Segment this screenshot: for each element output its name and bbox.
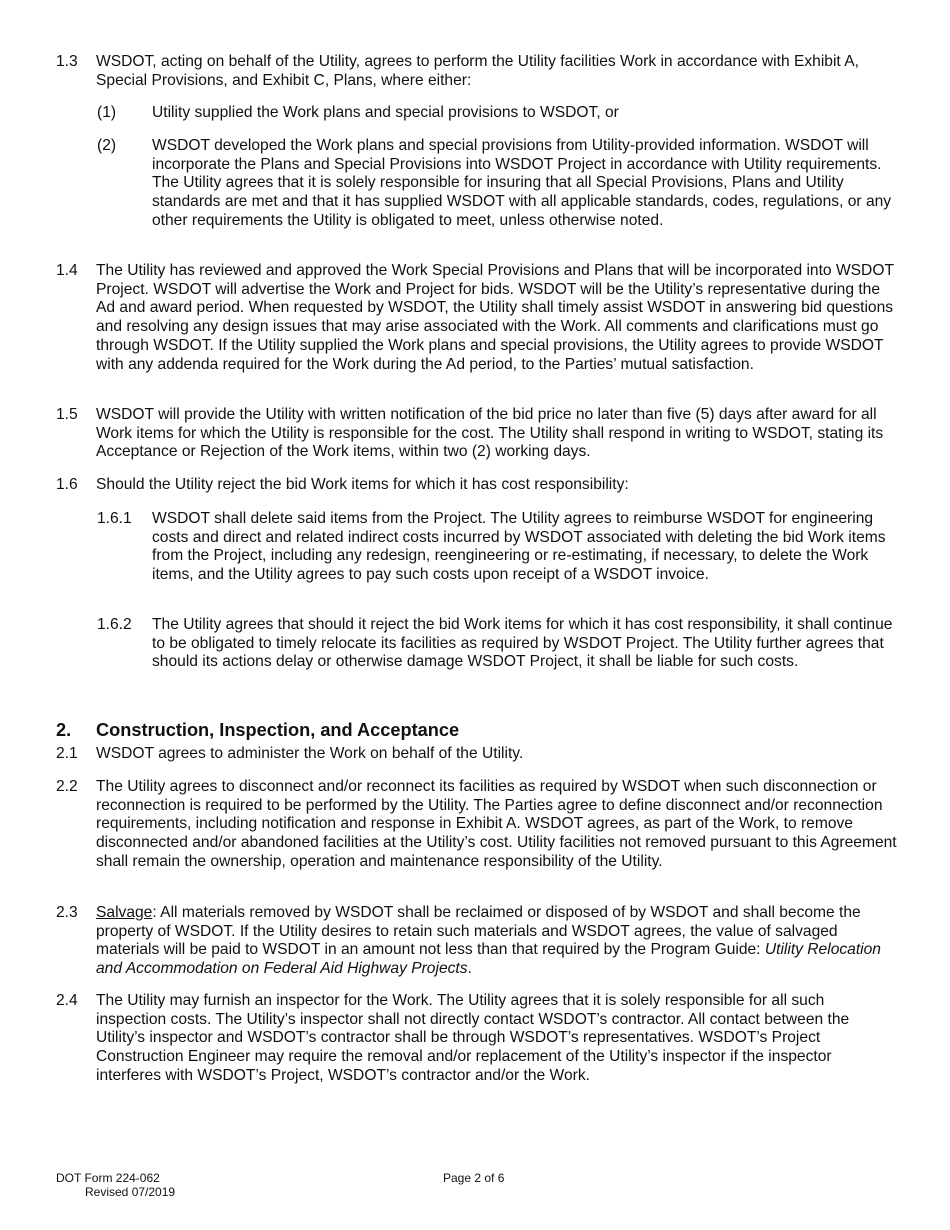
section-number: 1.6	[56, 476, 78, 493]
list-item-number: (1)	[97, 104, 117, 121]
section-number: 1.4	[56, 262, 78, 279]
footer-page-number: Page 2 of 6	[443, 1171, 505, 1185]
section-1-5	[56, 406, 898, 462]
section-text: WSDOT, acting on behalf of the Utility, agrees to perform the Utility facilities Work in accordance with Exhibit A, Special Provisions, and Exhibit C, Plans, where either:	[96, 53, 859, 89]
section-2-4	[56, 992, 898, 1086]
section-number: 2.	[56, 720, 72, 740]
salvage-text: : All materials removed by WSDOT shall be reclaimed or disposed of by WSDOT and shall become the property of WSDOT. If the Utility desires to retain such materials and WSDOT agrees, the value of salvaged materials will be paid to WSDOT in an amount not less than that required by the Program Guide:	[96, 904, 861, 959]
section-1-4	[56, 262, 898, 374]
section-2-1	[56, 745, 898, 764]
section-text	[96, 904, 898, 979]
section-1-3	[56, 53, 898, 90]
section-text: The Utility has reviewed and approved the Work Special Provisions and Plans that will be incorporated into WSDOT Project. WSDOT will advertise the Work and Project for bids. WSDOT will be the Utility’s representative during the Ad and award period. When requested by WSDOT, the Utility shall timely assist WSDOT in answering bid questions and resolving any design issues that may arise associated with the Work. All comments and clarifications must go through WSDOT. If the Utility supplied the Work plans and special provisions, the Utility agrees to provide WSDOT with any addenda required for the Work during the Ad period, to the Parties’ mutual satisfaction.	[96, 262, 894, 373]
salvage-end: .	[467, 960, 472, 978]
footer-revised: Revised 07/2019	[85, 1185, 176, 1199]
section-1-6	[56, 476, 898, 495]
section-title: Construction, Inspection, and Acceptance	[96, 720, 460, 740]
section-number: 1.3	[56, 53, 78, 70]
section-text: Should the Utility reject the bid Work items for which it has cost responsibility:	[96, 476, 629, 493]
subsection-1-6-2	[97, 616, 898, 672]
subsection-number: 1.6.2	[97, 616, 132, 633]
section-2-3	[56, 904, 898, 979]
program-guide-title: Utility Relocation and Accommodation on Federal Aid Highway Projects	[96, 941, 881, 978]
list-item-1	[97, 104, 898, 123]
list-item-text: Utility supplied the Work plans and special provisions to WSDOT, or	[152, 104, 619, 121]
list-item-2	[97, 137, 898, 231]
subsection-text: The Utility agrees that should it reject the bid Work items for which it has cost responsibility, it shall continue to be obligated to timely relocate its facilities as required by WSDOT Project. The Utility further agrees that should its actions delay or otherwise damage WSDOT Project, it shall be liable for such costs.	[152, 616, 893, 671]
section-number: 2.1	[56, 745, 78, 762]
section-2-heading	[56, 720, 459, 741]
subsection-number: 1.6.1	[97, 510, 132, 527]
footer-form-number: DOT Form 224-062	[56, 1171, 160, 1185]
subsection-1-6-1	[97, 510, 898, 585]
section-text: The Utility may furnish an inspector for the Work. The Utility agrees that it is solely responsible for all such inspection costs. The Utility’s inspector shall not directly contact WSDOT’s contractor. All contact between the Utility’s inspector and WSDOT’s contractor shall be through WSDOT’s representatives. WSDOT’s Project Construction Engineer may require the removal and/or replacement of the Utility’s inspector if the inspector interferes with WSDOT’s Project, WSDOT’s contractor and/or the Work.	[96, 992, 850, 1084]
section-number: 1.5	[56, 406, 78, 423]
list-item-number: (2)	[97, 137, 117, 154]
section-number: 2.2	[56, 778, 78, 795]
section-2-2	[56, 778, 898, 872]
section-text: WSDOT will provide the Utility with written notification of the bid price no later than five (5) days after award for all Work items for which the Utility is responsible for the cost. The Utility shall respond in writing to WSDOT, stating its Acceptance or Rejection of the Work items, within two (2) working days.	[96, 406, 884, 461]
section-text: The Utility agrees to disconnect and/or reconnect its facilities as required by WSDOT when such disconnection or reconnection is required to be performed by the Utility. The Parties agree to define disconnect and/or reconnection requirements, including notification and response in Exhibit A. WSDOT agrees, as part of the Work, to remove disconnected and/or abandoned facilities at the Utility’s cost. Utility facilities not removed pursuant to this Agreement shall remain the ownership, operation and maintenance responsibility of the Utility.	[96, 778, 897, 870]
section-number: 2.4	[56, 992, 78, 1009]
section-text: WSDOT agrees to administer the Work on behalf of the Utility.	[96, 745, 524, 762]
list-item-text: WSDOT developed the Work plans and special provisions from Utility-provided information. WSDOT will incorporate the Plans and Special Provisions into WSDOT Project in accordance with Utility requirements. The Utility agrees that it is solely responsible for insuring that all Special Provisions, Plans and Utility standards are met and that it has supplied WSDOT with all applicable standards, codes, regulations, or any other requirements the Utility is obligated to meet, unless otherwise noted.	[152, 137, 892, 229]
subsection-text: WSDOT shall delete said items from the Project. The Utility agrees to reimburse WSDOT for engineering costs and direct and related indirect costs incurred by WSDOT associated with deleting the bid Work items from the Project, including any redesign, reengineering or re-estimating, if necessary, to delete the Work items, and the Utility agrees to pay such costs upon receipt of a WSDOT invoice.	[152, 510, 886, 584]
section-number: 2.3	[56, 904, 78, 921]
salvage-label: Salvage	[96, 904, 153, 921]
